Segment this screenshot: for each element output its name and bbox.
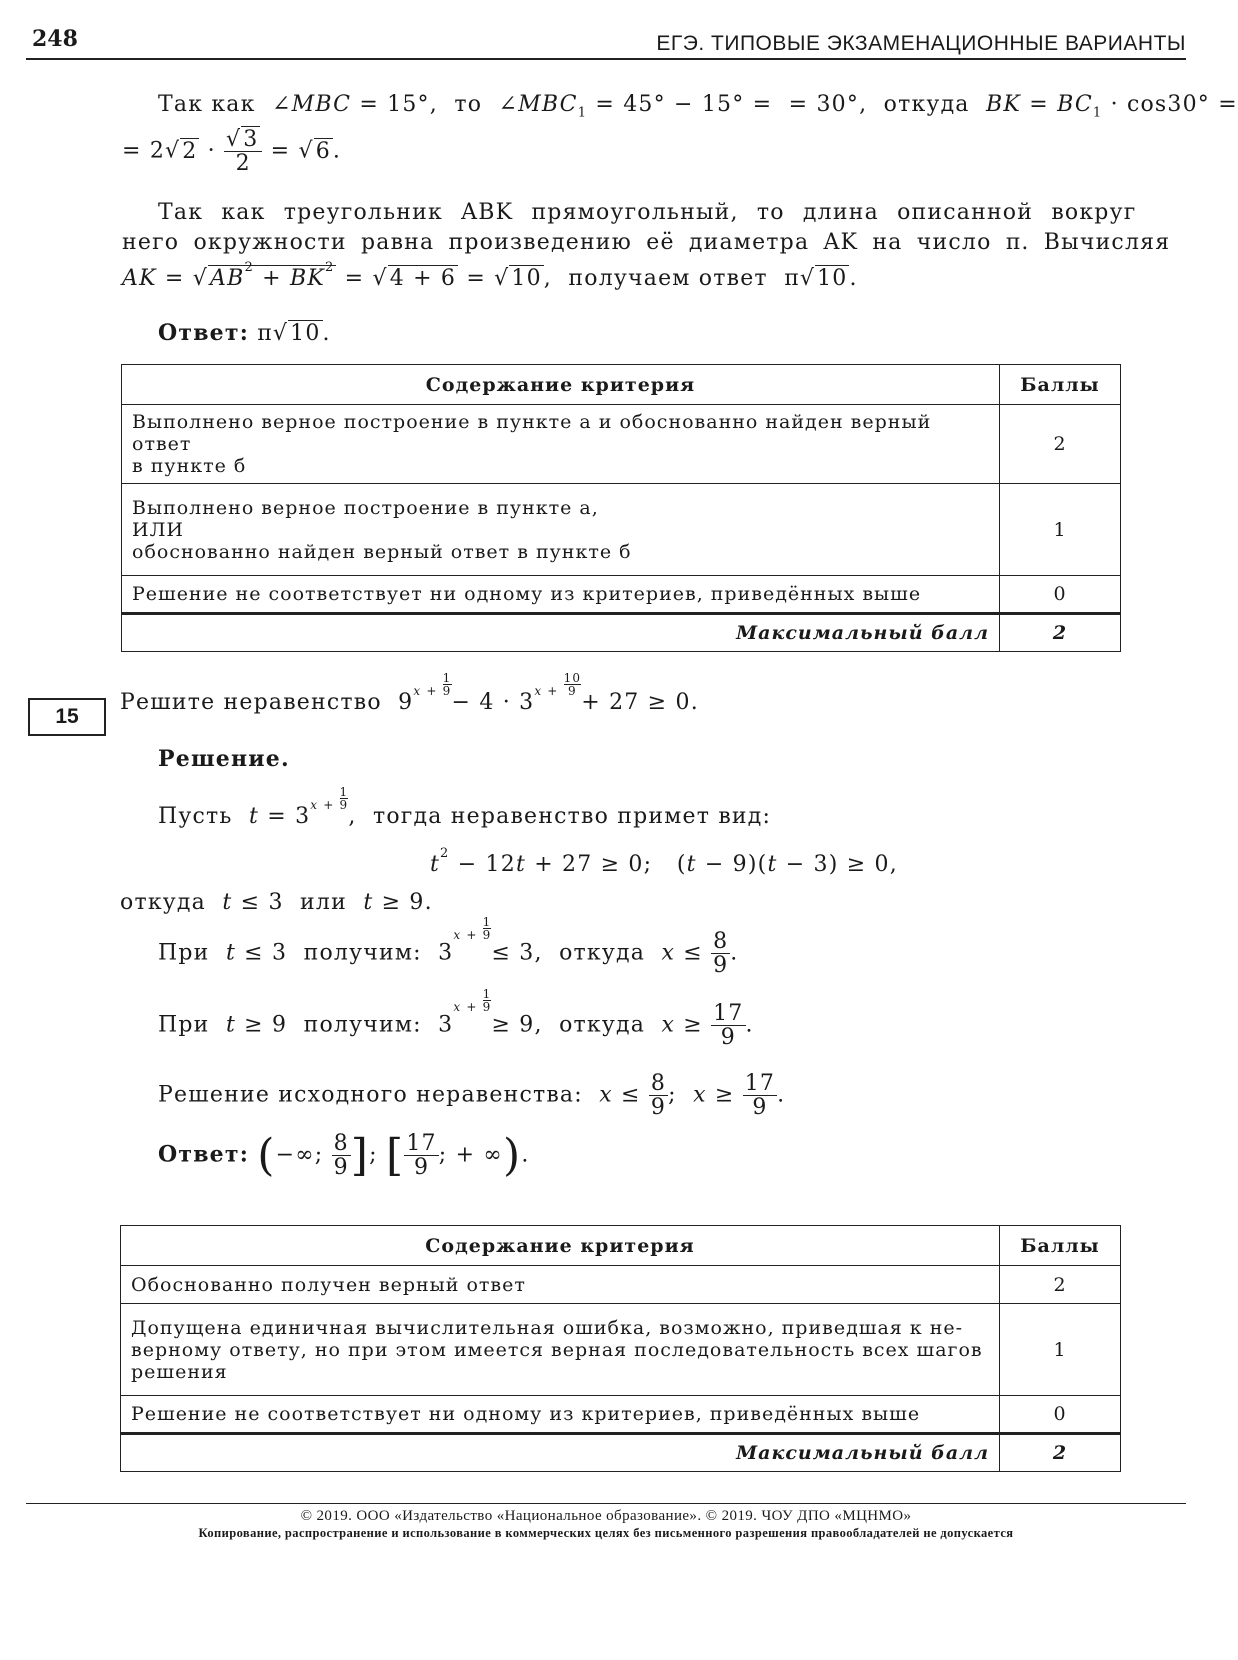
task15-case-2: При t ≥ 9 получим: 3 x + $\frac{1}{9}$ ≥ 9, откуда x ≥ $\frac{17}{9}$ . bbox=[158, 987, 754, 1051]
table1-row-1-points: 2 bbox=[1000, 405, 1121, 484]
answer-prev: Ответ: π√10. bbox=[158, 320, 331, 346]
solution-paragraph-2-line-1: Так как треугольник ABK прямоугольный, то длина описанной вокруг bbox=[158, 200, 1137, 225]
footer-notice: Копирование, распространение и использование в коммерческих целях без письменного разрешения правообладателей не допускается bbox=[198, 1526, 1014, 1540]
footer-rule bbox=[26, 1503, 1186, 1504]
task15-substitution: Пусть t = 3 x + $\frac{1}{9}$ , тогда неравенство примет вид: bbox=[158, 785, 772, 829]
table1-max-value: 2 bbox=[1000, 614, 1121, 652]
footer-copyright: © 2019. ООО «Издательство «Национальное образование». © 2019. ЧОУ ДПО «МЦНМО» bbox=[300, 1508, 912, 1524]
table1-header-points: Баллы bbox=[1000, 365, 1121, 405]
task15-solution-set: Решение исходного неравенства: x ≤ $\frac{8}{9}$ ; x ≥ $\frac{17}{9}$ . bbox=[158, 1071, 786, 1121]
table1-row-1-criterion: Выполнено верное построение в пункте а и обоснованно найден верный ответ в пункте б bbox=[122, 405, 1000, 484]
table1-row-3-criterion: Решение не соответствует ни одному из критериев, приведённых выше bbox=[122, 576, 1000, 614]
table2-max-value: 2 bbox=[1000, 1434, 1121, 1472]
task15-statement: Решите неравенство 9 x + $\frac{1}{9}$ − 4 · 3 x + $\frac{10}{9}$ + 27 ≥ 0. bbox=[120, 671, 699, 715]
table1-header-criterion: Содержание критерия bbox=[122, 365, 1000, 405]
criteria-table-2 bbox=[120, 1225, 1121, 1472]
table2-header-points: Баллы bbox=[1000, 1226, 1121, 1266]
page-number: 248 bbox=[32, 26, 78, 52]
solution-paragraph-2-line-3: AK = $√AB^2 + BK^2 = √4 + 6 = √10$, получаем ответ π√10. bbox=[122, 260, 858, 291]
task15-t-cases: откуда t ≤ 3 или t ≥ 9. bbox=[120, 890, 433, 915]
task15-quadratic: $t^2 - 12t + 27 \ge 0$; (t − 9)(t − 3) ≥ 0, bbox=[430, 846, 898, 877]
criteria-table-1 bbox=[121, 364, 1121, 652]
table2-row-3-points: 0 bbox=[1000, 1396, 1121, 1434]
table2-row-2-points: 1 bbox=[1000, 1304, 1121, 1396]
table2-row-1-criterion: Обоснованно получен верный ответ bbox=[121, 1266, 1000, 1304]
task15-case-1: При t ≤ 3 получим: 3 x + $\frac{1}{9}$ ≤ 3, откуда x ≤ $\frac{8}{9}$ . bbox=[158, 915, 739, 979]
solution-paragraph-2-line-2: него окружности равна произведению её диаметра AK на число π. Вычисляя bbox=[122, 230, 1171, 255]
running-title: ЕГЭ. ТИПОВЫЕ ЭКЗАМЕНАЦИОННЫЕ ВАРИАНТЫ bbox=[656, 32, 1186, 55]
task15-solution-heading: Решение. bbox=[158, 746, 290, 772]
table1-row-3-points: 0 bbox=[1000, 576, 1121, 614]
table1-row-2-points: 1 bbox=[1000, 484, 1121, 576]
table2-row-3-criterion: Решение не соответствует ни одному из критериев, приведённых выше bbox=[121, 1396, 1000, 1434]
solution-line-2: = 2√2 · $\frac{√3}{2}$ = √6. bbox=[122, 127, 342, 177]
solution-line-1: Так как ∠MBC = 15°, то $\angle MBC_1 = 45^\circ - 15^\circ$ = = 30°, откуда BK = $BC_1 \cdot \cos 30^\circ$ = bbox=[158, 92, 1238, 121]
table2-max-label: Максимальный балл bbox=[121, 1434, 1000, 1472]
table2-row-1-points: 2 bbox=[1000, 1266, 1121, 1304]
task15-answer: Ответ: (−∞; $\frac{8}{9}$ ]; [ $\frac{17}{9}$ ; + ∞). bbox=[158, 1130, 530, 1181]
table1-row-2-criterion: Выполнено верное построение в пункте а, ИЛИ обоснованно найден верный ответ в пункте б bbox=[122, 484, 1000, 576]
table2-row-2-criterion: Допущена единичная вычислительная ошибка, возможно, приведшая к не- верному ответу, но при этом имеется верная последовательность всех шагов решения bbox=[121, 1304, 1000, 1396]
table2-header-criterion: Содержание критерия bbox=[121, 1226, 1000, 1266]
task-number-box: 15 bbox=[28, 698, 106, 736]
table1-max-label: Максимальный балл bbox=[122, 614, 1000, 652]
header-rule bbox=[26, 58, 1186, 60]
